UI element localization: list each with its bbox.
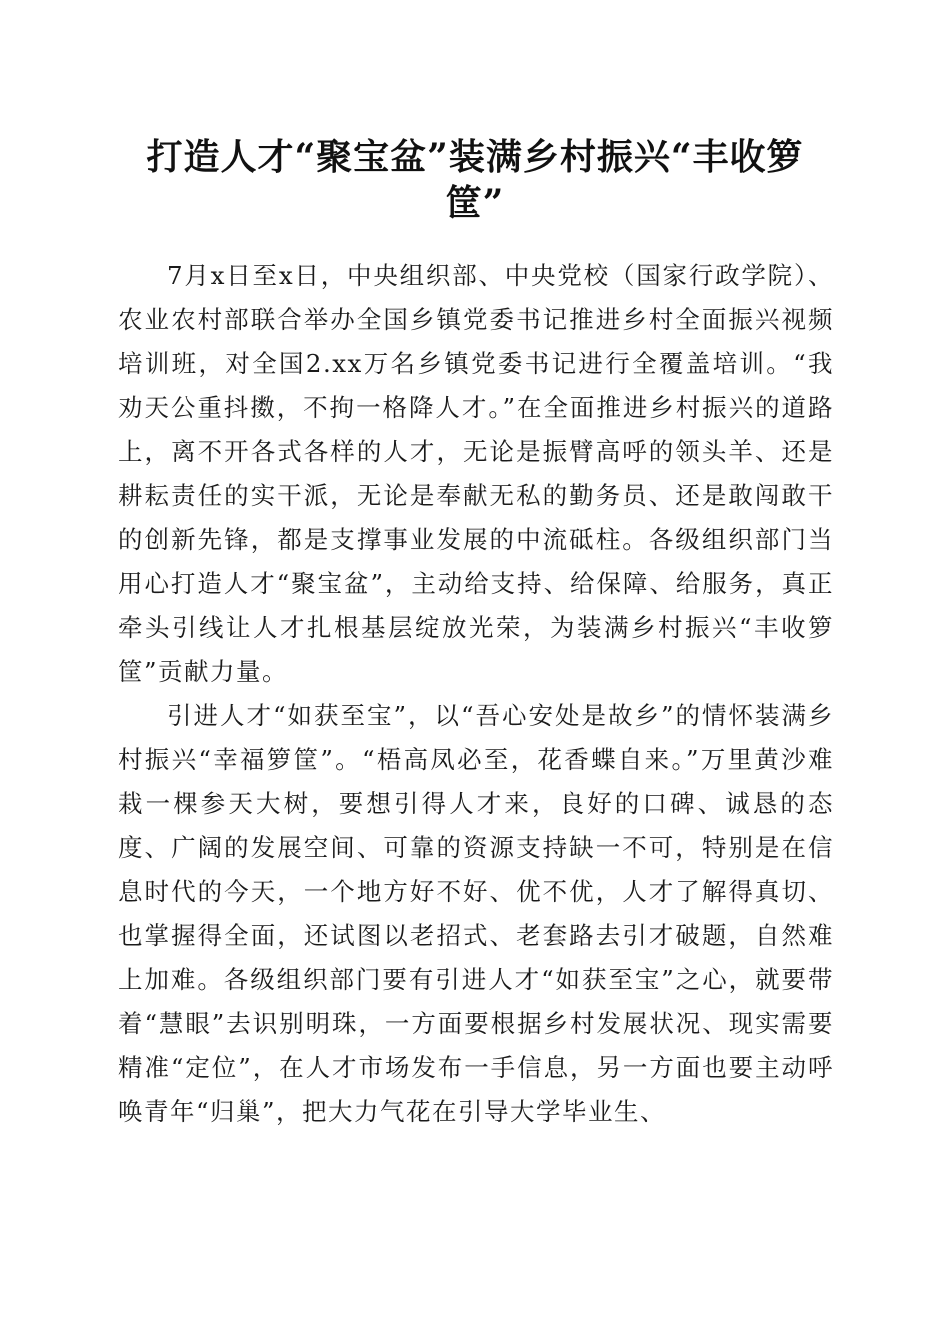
paragraph-2: 引进人才“如获至宝”，以“吾心安处是故乡”的情怀装满乡村振兴“幸福箩筐”。“梧高凤必至，花香蝶自来。”万里黄沙难栽一棵参天大树，要想引得人才来，良好的口碑、诚恳的态度、广阔的发展空间、可靠的资源支持缺一不可，特别是在信息时代的今天，一个地方好不好、优不优，人才了解得真切、也掌握得全面，还试图以老招式、老套路去引才破题，自然难上加难。各级组织部门要有引进人才“如获至宝”之心，就要带着“慧眼”去识别明珠，一方面要根据乡村发展状况、现实需要精准“定位”，在人才市场发布一手信息，另一方面也要主动呼唤青年“归巢”，把大力气花在引导大学毕业生、 (118, 701, 834, 1126)
paragraph-1: 7月x日至x日，中央组织部、中央党校（国家行政学院）、农业农村部联合举办全国乡镇党委书记推进乡村全面振兴视频培训班，对全国2.xx万名乡镇党委书记进行全覆盖培训。“我劝天公重抖擞，不拘一格降人才。”在全面推进乡村振兴的道路上，离不开各式各样的人才，无论是振臂高呼的领头羊、还是耕耘责任的实干派，无论是奉献无私的勤务员、还是敢闯敢干的创新先锋，都是支撑事业发展的中流砥柱。各级组织部门当用心打造人才“聚宝盆”，主动给支持、给保障、给服务，真正牵头引线让人才扎根基层绽放光荣，为装满乡村振兴“丰收箩筐”贡献力量。 (118, 261, 834, 686)
document-body (118, 254, 834, 1134)
document-title: 打造人才“聚宝盆”装满乡村振兴“丰收箩筐” (146, 136, 804, 224)
